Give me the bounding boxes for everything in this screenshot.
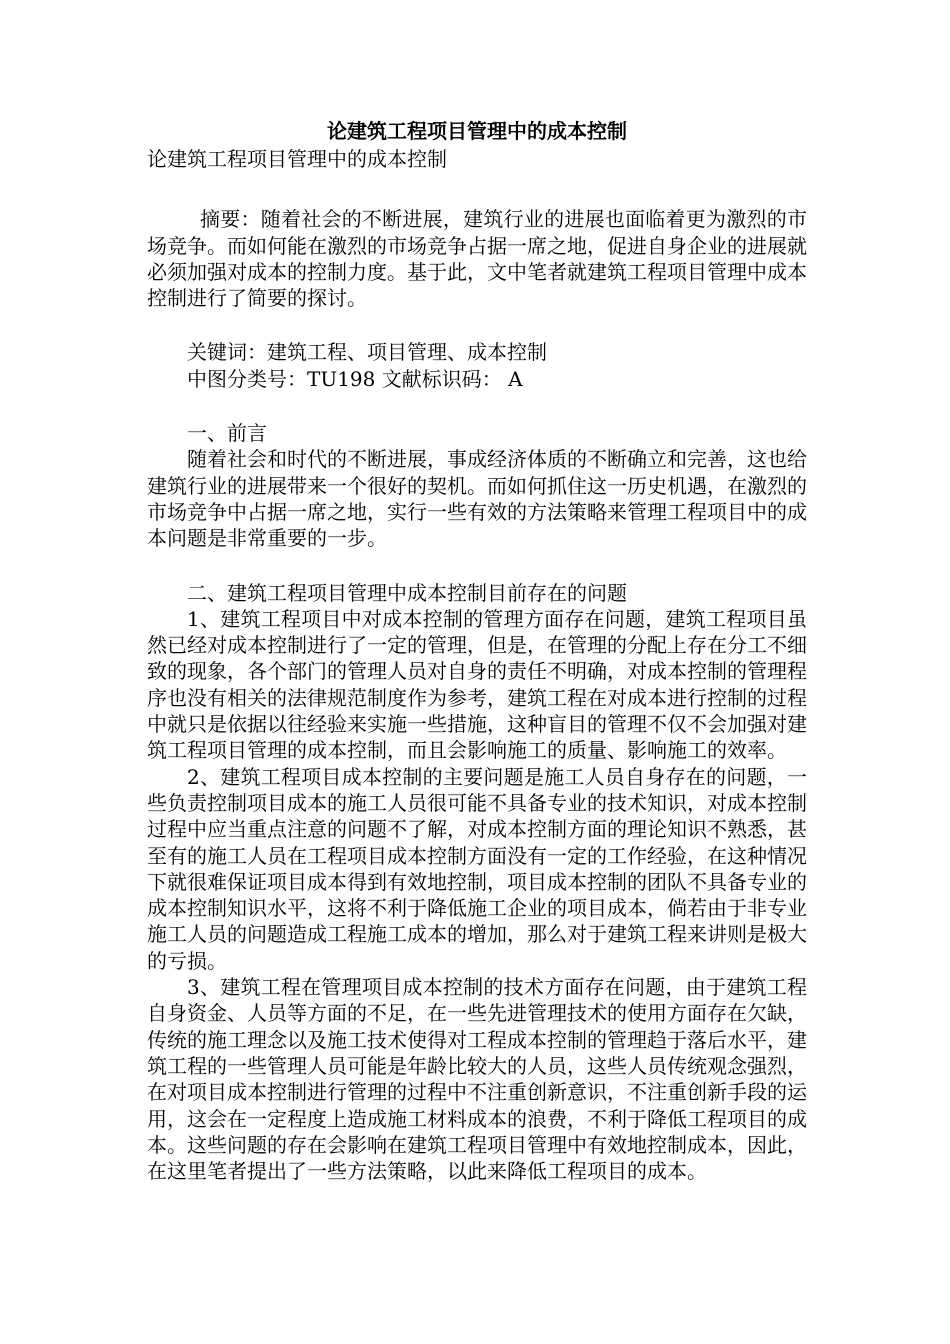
problem-paragraph-2: 2、建筑工程项目成本控制的主要问题是施工人员自身存在的问题，一些负责控制项目成本的施工人员很可能不具备专业的技术知识，对成本控制过程中应当重点注意的问题不了解，对成本控制方面的理论知识不熟悉，甚至有的施工人员在工程项目成本控制方面没有一定的工作经验，在这种情况下就很难保证项目成本得到有效地控制，项目成本控制的团队不具备专业的成本控制知识水平，这将不利于降低施工企业的项目成本，倘若由于非专业施工人员的问题造成工程施工成本的增加，那么对于建筑工程来讲则是极大的亏损。 — [147, 764, 807, 973]
problem-paragraph-1: 1、建筑工程项目中对成本控制的管理方面存在问题，建筑工程项目虽然已经对成本控制进行了一定的管理，但是，在管理的分配上存在分工不细致的现象，各个部门的管理人员对自身的责任不明确，对成本控制的管理程序也没有相关的法律规范制度作为参考，建筑工程在对成本进行控制的过程中就只是依据以往经验来实施一些措施，这种盲目的管理不仅不会加强对建筑工程项目管理的成本控制，而且会影响施工的质量、影响施工的效率。 — [147, 606, 807, 763]
document-title: 论建筑工程项目管理中的成本控制 — [327, 119, 627, 143]
keywords-line: 关键词：建筑工程、项目管理、成本控制 — [187, 340, 547, 365]
preface-paragraph: 随着社会和时代的不断进展，事成经济体质的不断确立和完善，这也给建筑行业的进展带来一个很好的契机。而如何抓住这一历史机遇，在激烈的市场竞争中占据一席之地，实行一些有效的方法策略来管理工程项目中的成本问题是非常重要的一步。 — [147, 447, 807, 551]
problem-paragraph-3: 3、建筑工程在管理项目成本控制的技术方面存在问题，由于建筑工程自身资金、人员等方面的不足，在一些先进管理技术的使用方面存在欠缺，传统的施工理念以及施工技术使得对工程成本控制的管理趋于落后水平，建筑工程的一些管理人员可能是年龄比较大的人员，这些人员传统观念强烈，在对项目成本控制进行管理的过程中不注重创新意识，不注重创新手段的运用，这会在一定程度上造成施工材料成本的浪费，不利于降低工程项目的成本。这些问题的存在会影响在建筑工程项目管理中有效地控制成本，因此，在这里笔者提出了一些方法策略，以此来降低工程项目的成本。 — [147, 975, 807, 1184]
section-heading-preface: 一、前言 — [187, 421, 267, 446]
document-page — [147, 118, 807, 1184]
document-subtitle: 论建筑工程项目管理中的成本控制 — [147, 147, 447, 171]
abstract-paragraph: 摘要：随着社会的不断进展，建筑行业的进展也面临着更为激烈的市场竞争。而如何能在激烈的市场竞争占据一席之地，促进自身企业的进展就必须加强对成本的控制力度。基于此，文中笔者就建筑工程项目管理中成本控制进行了简要的探讨。 — [147, 207, 807, 311]
section-heading-problems: 二、建筑工程项目管理中成本控制目前存在的问题 — [187, 580, 627, 605]
classification-line: 中图分类号：TU198 文献标识码： A — [187, 366, 523, 391]
